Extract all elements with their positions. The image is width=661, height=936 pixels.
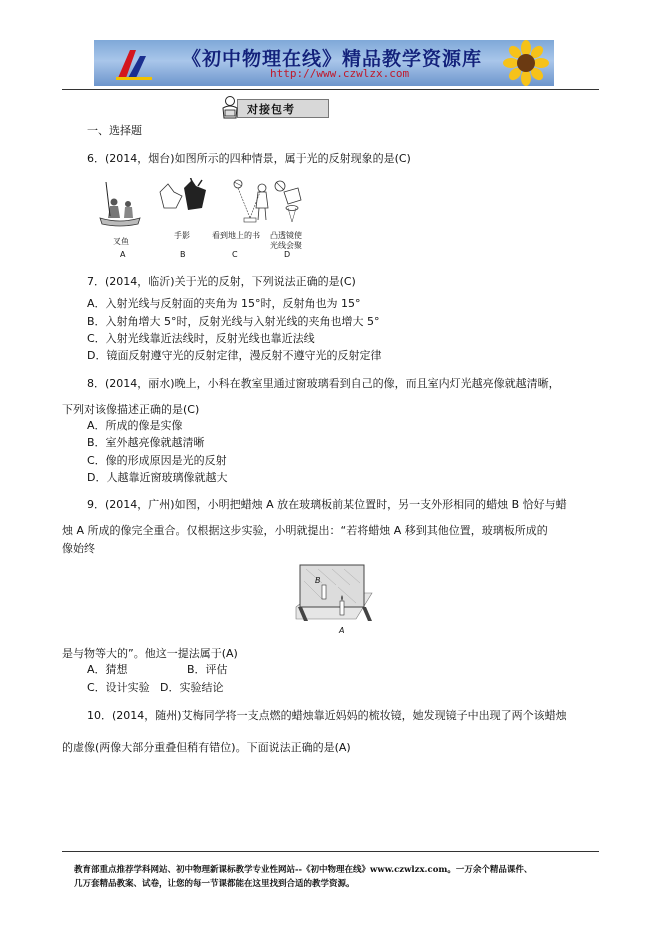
header-rule (62, 89, 599, 90)
spear-fishing-illustration (100, 182, 140, 226)
question-7-option-d: D．镜面反射遵守光的反射定律，漫反射不遵守光的反射定律 (87, 349, 382, 362)
question-6-caption-a: 叉鱼 (113, 237, 129, 246)
question-6-stem: 6．(2014，烟台)如图所示的四种情景，属于光的反射现象的是(C) (87, 152, 411, 165)
question-8-option-a: A．所成的像是实像 (87, 419, 183, 432)
question-9-stem-line3: 像始终 (62, 542, 95, 555)
question-6-letter-c: C (232, 250, 238, 259)
sunflower-icon (502, 40, 550, 86)
book-on-ground-illustration (234, 180, 268, 222)
question-9-figure (292, 563, 376, 637)
section-tag (219, 95, 331, 119)
question-8-option-c: C．像的形成原因是光的反射 (87, 454, 227, 467)
question-6-caption-b: 手影 (174, 231, 190, 240)
hand-shadow-illustration (160, 178, 206, 210)
question-8-stem-line2: 下列对该像描述正确的是(C) (62, 403, 200, 416)
question-9-stem-line1: 9．(2014，广州)如图，小明把蜡烛 A 放在玻璃板前某位置时，另一支外形相同的蜡烛 B 恰好与蜡 (87, 498, 567, 511)
question-6-caption-d-line1: 凸透镜使 (270, 231, 302, 240)
question-7-option-b: B．入射角增大 5°时，反射光线与入射光线的夹角也增大 5° (87, 315, 380, 328)
question-9-figure-label-b: B (315, 576, 321, 585)
question-10-stem-line2: 的虚像(两像大部分重叠但稍有错位)。下面说法正确的是(A) (62, 741, 351, 754)
student-reading-icon (219, 95, 241, 119)
question-8-stem-line1: 8．(2014，丽水)晚上，小科在教室里通过窗玻璃看到自己的像，而且室内灯光越亮像就越清晰， (87, 377, 560, 390)
section-heading: 一、选择题 (87, 124, 142, 137)
question-10-stem-line1: 10．(2014，随州)艾梅同学将一支点燃的蜡烛靠近妈妈的梳妆镜，她发现镜子中出现了两个该蜡烛 (87, 709, 567, 722)
question-8-option-b: B．室外越亮像就越清晰 (87, 436, 205, 449)
question-9-option-d: D．实验结论 (160, 681, 224, 694)
header-banner (94, 40, 554, 86)
site-logo-icon (114, 46, 154, 82)
question-6-letter-d: D (284, 250, 291, 259)
question-6-letter-a: A (120, 250, 126, 259)
banner-url: http://www.czwlzx.com (270, 67, 410, 80)
question-7-option-a: A．入射光线与反射面的夹角为 15°时，反射角也为 15° (87, 297, 361, 310)
convex-lens-illustration (275, 181, 301, 222)
question-9-option-a: A．猜想 (87, 663, 128, 676)
question-6-figure (98, 178, 303, 238)
footer-rule (62, 851, 599, 852)
question-9-option-c: C．设计实验 (87, 681, 150, 694)
question-9-stem-line4: 是与物等大的”。他这一提法属于(A) (62, 647, 238, 660)
question-6-caption-d-line2: 光线会聚 (270, 241, 302, 250)
banner-title: 《初中物理在线》精品教学资源库 (182, 48, 483, 70)
question-9-stem-line2: 烛 A 所成的像完全重合。仅根据这步实验，小明就提出：“若将蜡烛 A 移到其他位置，玻璃板所成的 (62, 524, 548, 537)
section-tag-label: 对接包考 (247, 103, 295, 116)
question-6-caption-c: 看到地上的书 (212, 231, 260, 240)
footer-line1: 教育部重点推荐学科网站、初中物理新课标教学专业性网站--《初中物理在线》www.czwlzx.com。一万余个精品课件、 (74, 865, 533, 875)
question-6-letter-b: B (180, 250, 186, 259)
footer-line2: 几万套精品教案、试卷，让您的每一节课都能在这里找到合适的教学资源。 (74, 879, 355, 889)
question-7-stem: 7．(2014，临沂)关于光的反射，下列说法正确的是(C) (87, 275, 356, 288)
question-8-option-d: D．人越靠近窗玻璃像就越大 (87, 471, 228, 484)
question-9-option-b: B．评估 (187, 663, 228, 676)
question-7-option-c: C．入射光线靠近法线时，反射光线也靠近法线 (87, 332, 315, 345)
question-9-figure-label-a: A (339, 626, 345, 635)
